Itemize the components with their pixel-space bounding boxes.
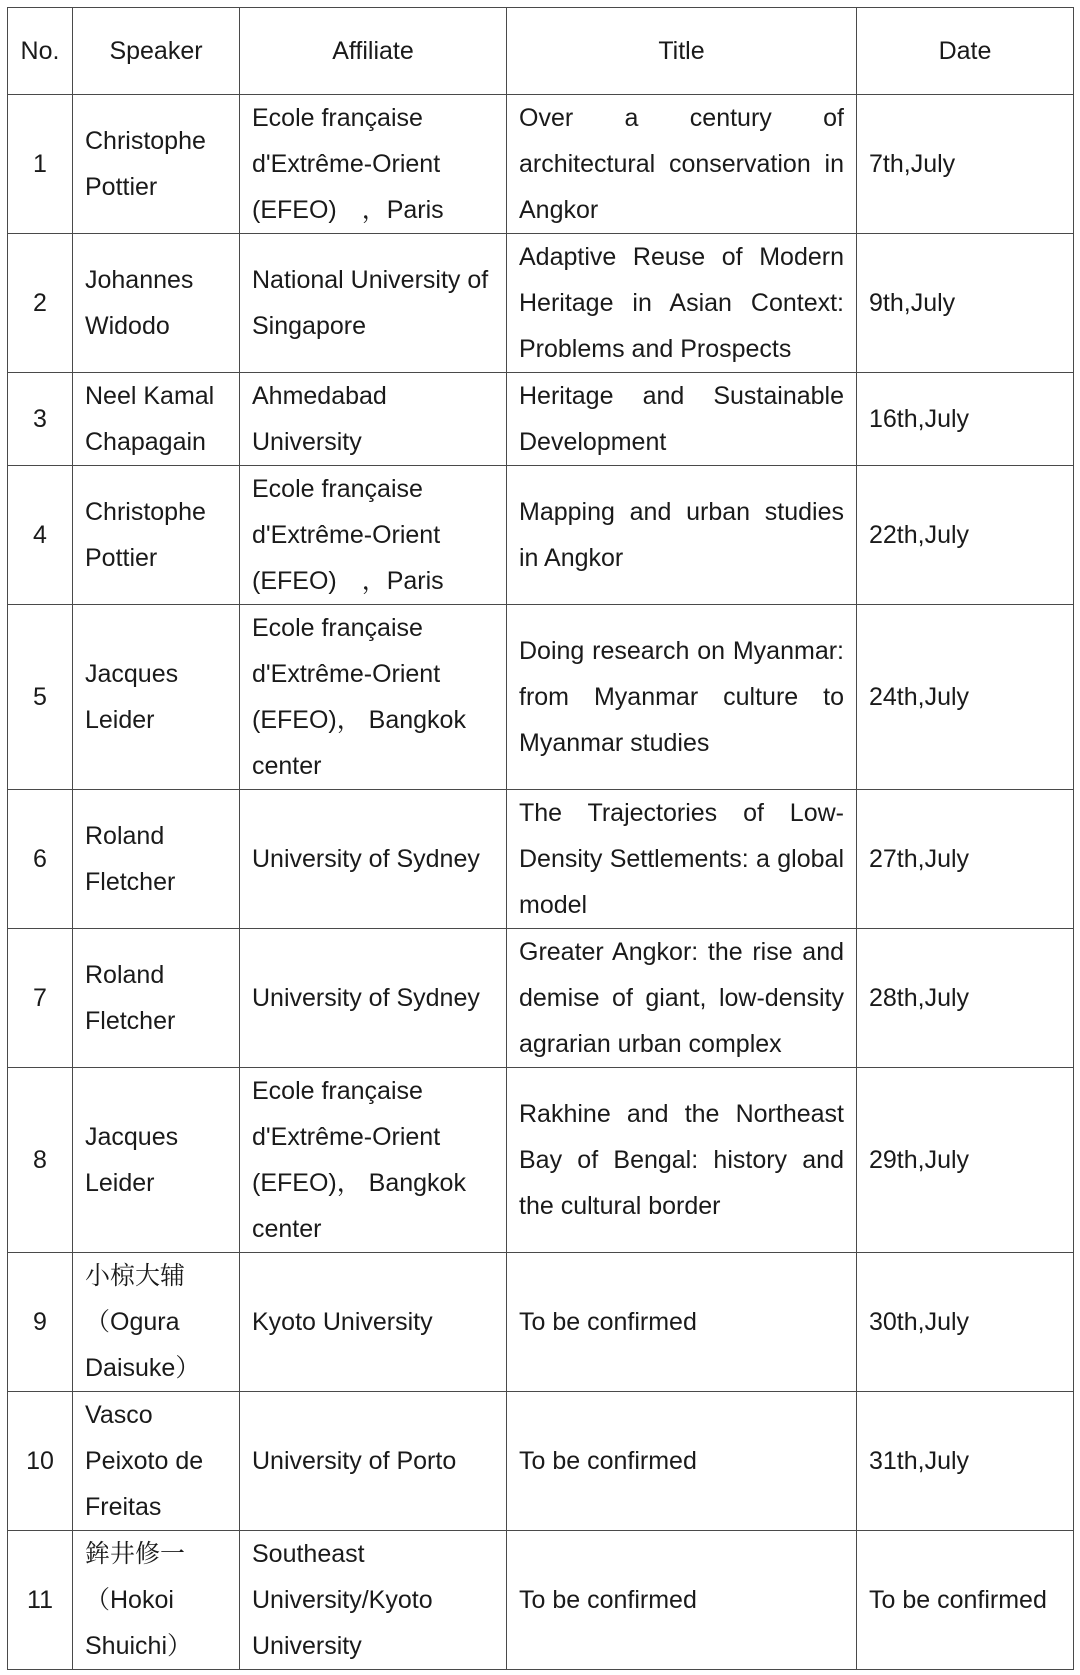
speaker-name-line: 小椋大辅 [85, 1262, 186, 1290]
cell-no: 10 [8, 1392, 73, 1531]
cell-title: Doing research on Myanmar: from Myanmar culture to Myanmar studies [507, 605, 857, 790]
table-row [8, 466, 1074, 605]
header-no: No. [8, 8, 73, 95]
table-row [8, 1068, 1074, 1253]
header-row [8, 8, 1074, 95]
speaker-name-line: Jacques [85, 660, 179, 688]
affiliate-line: Ecole française [252, 614, 423, 642]
speaker-name-line: Johannes [85, 266, 194, 294]
speaker-name-line: Freitas [85, 1493, 162, 1521]
cell-speaker [73, 234, 240, 373]
cell-affiliate [240, 1392, 507, 1531]
cell-affiliate [240, 234, 507, 373]
affiliate-line: University/Kyoto [252, 1586, 433, 1614]
cell-date: 9th,July [857, 234, 1074, 373]
affiliate-line: (EFEO) ，Paris [252, 196, 444, 224]
affiliate-line: d'Extrême-Orient [252, 1123, 441, 1151]
cell-date: 31th,July [857, 1392, 1074, 1531]
speaker-name-line: Roland [85, 822, 165, 850]
cell-date: 27th,July [857, 790, 1074, 929]
cell-no: 3 [8, 373, 73, 466]
affiliate-line: Ecole française [252, 104, 423, 132]
cell-date: 22th,July [857, 466, 1074, 605]
affiliate-line: Singapore [252, 312, 366, 340]
cell-date: 28th,July [857, 929, 1074, 1068]
cell-no: 9 [8, 1253, 73, 1392]
cell-date: 7th,July [857, 95, 1074, 234]
speaker-name-line: Widodo [85, 312, 170, 340]
cell-affiliate [240, 466, 507, 605]
affiliate-line: Ahmedabad [252, 382, 387, 410]
header-title: Title [507, 8, 857, 95]
speaker-name-line: Vasco [85, 1401, 153, 1429]
cell-no: 4 [8, 466, 73, 605]
speaker-name-line: Neel Kamal [85, 382, 215, 410]
affiliate-line: Kyoto University [252, 1308, 433, 1336]
affiliate-line: d'Extrême-Orient [252, 150, 441, 178]
speaker-name-line: Pottier [85, 173, 158, 201]
speaker-name-line: Jacques [85, 1123, 179, 1151]
cell-affiliate [240, 1253, 507, 1392]
cell-title: The Trajectories of Low-Density Settlements: a global model [507, 790, 857, 929]
cell-speaker [73, 1531, 240, 1670]
cell-speaker [73, 95, 240, 234]
cell-date: 24th,July [857, 605, 1074, 790]
speaker-name-line: Roland [85, 961, 165, 989]
cell-speaker [73, 929, 240, 1068]
cell-speaker [73, 373, 240, 466]
cell-no: 8 [8, 1068, 73, 1253]
cell-title: Mapping and urban studies in Angkor [507, 466, 857, 605]
table-row [8, 605, 1074, 790]
affiliate-line: Ecole française [252, 1077, 423, 1105]
cell-title: To be confirmed [507, 1392, 857, 1531]
cell-affiliate [240, 790, 507, 929]
cell-title: Heritage and Sustainable Development [507, 373, 857, 466]
cell-affiliate [240, 373, 507, 466]
cell-speaker [73, 1253, 240, 1392]
table-row [8, 95, 1074, 234]
cell-title: Adaptive Reuse of Modern Heritage in Asian Context: Problems and Prospects [507, 234, 857, 373]
cell-speaker [73, 790, 240, 929]
cell-no: 1 [8, 95, 73, 234]
affiliate-line: (EFEO)， Bangkok [252, 706, 466, 734]
affiliate-line: center [252, 1215, 322, 1243]
cell-date: 30th,July [857, 1253, 1074, 1392]
speaker-name-line: Christophe [85, 127, 206, 155]
speaker-name-line: Fletcher [85, 868, 176, 896]
affiliate-line: d'Extrême-Orient [252, 521, 441, 549]
affiliate-line: center [252, 752, 322, 780]
cell-no: 7 [8, 929, 73, 1068]
affiliate-line: University of Sydney [252, 984, 480, 1012]
cell-title: Over a century of architectural conservation in Angkor [507, 95, 857, 234]
speaker-name-line: （Hokoi [85, 1586, 174, 1614]
cell-speaker [73, 605, 240, 790]
cell-no: 11 [8, 1531, 73, 1670]
affiliate-line: d'Extrême-Orient [252, 660, 441, 688]
cell-no: 6 [8, 790, 73, 929]
cell-title: To be confirmed [507, 1531, 857, 1670]
speaker-name-line: Shuichi） [85, 1632, 192, 1660]
speaker-name-line: Christophe [85, 498, 206, 526]
cell-affiliate [240, 1068, 507, 1253]
affiliate-line: Southeast [252, 1540, 365, 1568]
cell-date: To be confirmed [857, 1531, 1074, 1670]
header-speaker: Speaker [73, 8, 240, 95]
header-date: Date [857, 8, 1074, 95]
cell-no: 2 [8, 234, 73, 373]
lecture-schedule-table-wrapper [7, 7, 1073, 1670]
table-row [8, 790, 1074, 929]
cell-title: To be confirmed [507, 1253, 857, 1392]
cell-title: Greater Angkor: the rise and demise of giant, low-density agrarian urban complex [507, 929, 857, 1068]
affiliate-line: University of Sydney [252, 845, 480, 873]
table-row [8, 1253, 1074, 1392]
table-row [8, 373, 1074, 466]
cell-title: Rakhine and the Northeast Bay of Bengal: history and the cultural border [507, 1068, 857, 1253]
speaker-name-line: Daisuke） [85, 1354, 201, 1382]
table-row [8, 234, 1074, 373]
speaker-name-line: Leider [85, 1169, 155, 1197]
cell-affiliate [240, 605, 507, 790]
affiliate-line: (EFEO)， Bangkok [252, 1169, 466, 1197]
lecture-schedule-table [7, 7, 1074, 1670]
affiliate-line: University of Porto [252, 1447, 457, 1475]
speaker-name-line: Chapagain [85, 428, 206, 456]
speaker-name-line: 鉾井修一 [85, 1540, 186, 1568]
cell-affiliate [240, 929, 507, 1068]
table-row [8, 1531, 1074, 1670]
cell-affiliate [240, 95, 507, 234]
table-row [8, 929, 1074, 1068]
affiliate-line: National University of [252, 266, 489, 294]
affiliate-line: Ecole française [252, 475, 423, 503]
speaker-name-line: Peixoto de [85, 1447, 204, 1475]
cell-date: 29th,July [857, 1068, 1074, 1253]
cell-affiliate [240, 1531, 507, 1670]
speaker-name-line: Pottier [85, 544, 158, 572]
table-row [8, 1392, 1074, 1531]
cell-speaker [73, 1392, 240, 1531]
affiliate-line: (EFEO) ，Paris [252, 567, 444, 595]
cell-no: 5 [8, 605, 73, 790]
cell-speaker [73, 466, 240, 605]
cell-speaker [73, 1068, 240, 1253]
speaker-name-line: Leider [85, 706, 155, 734]
affiliate-line: University [252, 1632, 362, 1660]
cell-date: 16th,July [857, 373, 1074, 466]
table-body [8, 95, 1074, 1670]
speaker-name-line: Fletcher [85, 1007, 176, 1035]
header-affiliate: Affiliate [240, 8, 507, 95]
speaker-name-line: （Ogura [85, 1308, 180, 1336]
affiliate-line: University [252, 428, 362, 456]
